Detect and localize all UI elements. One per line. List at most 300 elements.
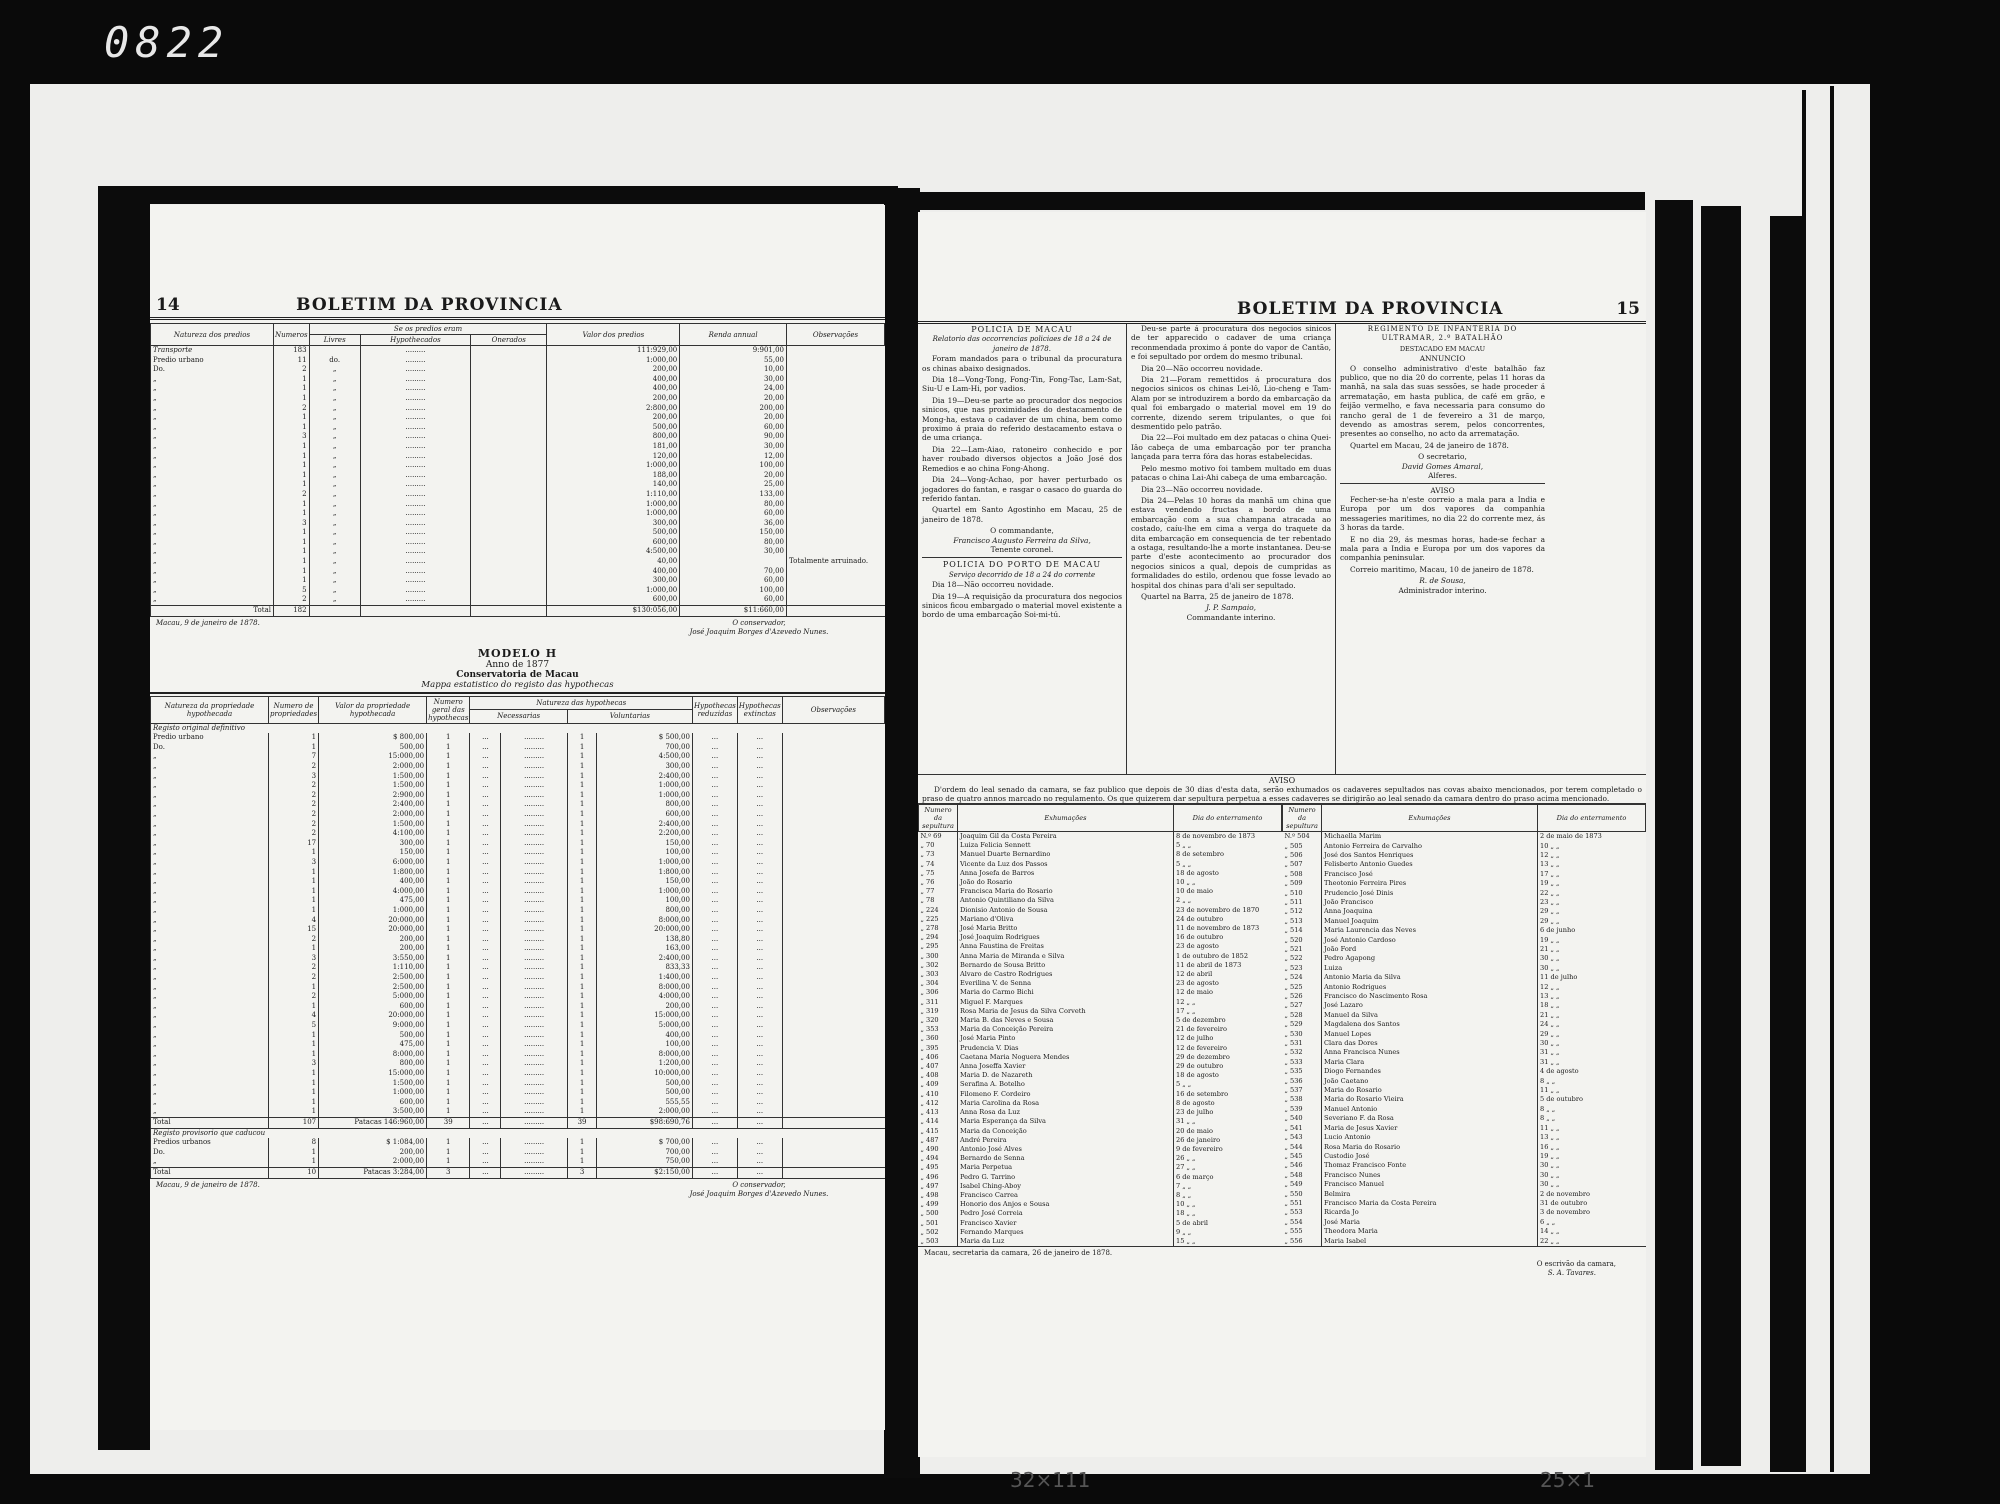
row-valor: 400,00 bbox=[547, 375, 680, 385]
exhumacao-row bbox=[919, 952, 1282, 961]
table-row bbox=[151, 781, 885, 791]
exhumacao-row bbox=[919, 1136, 1282, 1145]
policia-signer-title: O commandante, bbox=[990, 526, 1054, 536]
exh-nome: Maria B. das Neves e Sousa bbox=[958, 1016, 1174, 1025]
row-vol-valor: 555,55 bbox=[597, 1098, 693, 1108]
exh-dia: 1 de outubro de 1852 bbox=[1174, 952, 1282, 961]
exhumacao-row bbox=[1283, 964, 1646, 973]
row-natureza: „ bbox=[151, 557, 274, 567]
row-num-geral: 3 bbox=[427, 1167, 470, 1178]
row-livres: „ bbox=[309, 365, 360, 375]
exh-nome: Maria Isabel bbox=[1322, 1236, 1538, 1246]
exhumacoes-left bbox=[918, 804, 1282, 1246]
page-number-right: 15 bbox=[1616, 299, 1640, 319]
row-numero: 1 bbox=[274, 384, 310, 394]
film-border-left bbox=[98, 190, 150, 1450]
row-extinctas: ... bbox=[737, 1021, 782, 1031]
row-reduzidas: ... bbox=[692, 1059, 737, 1069]
exhumacao-row bbox=[1283, 888, 1646, 897]
row-reduzidas: ... bbox=[692, 1157, 737, 1167]
exh-numero: „ 508 bbox=[1284, 869, 1303, 878]
row-onerados bbox=[471, 423, 547, 433]
exh-nome: André Pereira bbox=[958, 1136, 1174, 1145]
porto-signer-rank: Commandante interino. bbox=[1186, 612, 1276, 622]
exh-nome: Anna Rosa da Luz bbox=[958, 1108, 1174, 1117]
table-row bbox=[151, 906, 885, 916]
row-valor: 1:110,00 bbox=[547, 490, 680, 500]
row-obs bbox=[782, 954, 884, 964]
row-num-prop: 1 bbox=[269, 1079, 319, 1089]
row-onerados bbox=[471, 394, 547, 404]
row-livres: „ bbox=[309, 547, 360, 557]
row-obs bbox=[782, 848, 884, 858]
row-obs: Totalmente arruinado. bbox=[787, 557, 885, 567]
row-valor-prop: 3:550,00 bbox=[319, 954, 427, 964]
row-vol-num: 1 bbox=[567, 1088, 596, 1098]
row-num-prop: 1 bbox=[269, 1157, 319, 1167]
row-hypoth: ......... bbox=[360, 384, 470, 394]
exhumacao-row bbox=[919, 924, 1282, 933]
row-vol-valor: 1:400,00 bbox=[597, 973, 693, 983]
policia-signer-rank: Tenente coronel. bbox=[990, 544, 1054, 554]
table-row bbox=[151, 848, 885, 858]
row-livres: „ bbox=[309, 471, 360, 481]
row-extinctas: ... bbox=[737, 1079, 782, 1089]
row-vol-num: 1 bbox=[567, 1059, 596, 1069]
row-obs bbox=[787, 404, 885, 414]
page-header-right bbox=[918, 299, 1646, 324]
row-natureza: „ bbox=[151, 983, 269, 993]
row-livres: „ bbox=[309, 557, 360, 567]
row-num-geral: 1 bbox=[427, 781, 470, 791]
row-extinctas: ... bbox=[737, 896, 782, 906]
row-obs bbox=[782, 858, 884, 868]
table-row bbox=[151, 404, 885, 414]
row-nec-num: ... bbox=[470, 1002, 501, 1012]
row-obs bbox=[787, 480, 885, 490]
row-natureza: Predio urbano bbox=[151, 733, 269, 743]
row-nec-num: ... bbox=[470, 877, 501, 887]
row-obs bbox=[787, 538, 885, 548]
exh-numero: „ 75 bbox=[920, 868, 935, 877]
anno: Anno de 1877 bbox=[485, 659, 550, 670]
exhumacao-row bbox=[1283, 907, 1646, 916]
row-valor-prop: 1:500,00 bbox=[319, 820, 427, 830]
row-num-geral: 1 bbox=[427, 1157, 470, 1167]
row-obs bbox=[782, 1002, 884, 1012]
row-livres: „ bbox=[309, 413, 360, 423]
row-vol-valor: 700,00 bbox=[597, 743, 693, 753]
exh-numero: „ 77 bbox=[920, 887, 935, 896]
row-renda: 9:901,00 bbox=[680, 346, 787, 356]
row-valor: 400,00 bbox=[547, 567, 680, 577]
row-natureza: „ bbox=[151, 547, 274, 557]
row-valor: 200,00 bbox=[547, 413, 680, 423]
row-valor: 1:000,00 bbox=[547, 586, 680, 596]
col-natureza: Natureza dos predios bbox=[151, 324, 274, 346]
exhumacao-row bbox=[919, 1099, 1282, 1108]
exhumacao-row bbox=[919, 1219, 1282, 1228]
row-valor: 40,00 bbox=[547, 557, 680, 567]
row-nec-valor: ......... bbox=[501, 829, 567, 839]
exh-numero: „ 554 bbox=[1284, 1217, 1303, 1226]
row-natureza: „ bbox=[151, 963, 269, 973]
row-num-geral: 1 bbox=[427, 1002, 470, 1012]
row-nec-valor: ......... bbox=[501, 839, 567, 849]
row-obs bbox=[782, 973, 884, 983]
exhumacao-row bbox=[1283, 860, 1646, 869]
row-onerados bbox=[471, 384, 547, 394]
exh-dia: 12 „ „ bbox=[1538, 983, 1646, 992]
exhumacao-row bbox=[1283, 1030, 1646, 1039]
column-regimento bbox=[1335, 324, 1549, 774]
row-nec-num: ... bbox=[470, 944, 501, 954]
row-natureza: Total bbox=[151, 1117, 269, 1128]
section-definitivo-label: Registo original definitivo bbox=[151, 723, 885, 733]
row-reduzidas: ... bbox=[692, 1098, 737, 1108]
row-num-geral: 1 bbox=[427, 935, 470, 945]
policia-signer-name: Francisco Augusto Ferreira da Silva, bbox=[953, 535, 1091, 545]
exhumacoes-tables bbox=[918, 804, 1646, 1246]
row-num-prop: 17 bbox=[269, 839, 319, 849]
row-obs bbox=[782, 1040, 884, 1050]
row-renda: 60,00 bbox=[680, 576, 787, 586]
row-renda bbox=[680, 557, 787, 567]
exhumacao-row bbox=[1283, 917, 1646, 926]
table-row bbox=[151, 1098, 885, 1108]
col2-natureza: Natureza da propriedade hypothecada bbox=[151, 696, 269, 723]
exh-nome: Fernando Marques bbox=[958, 1228, 1174, 1237]
row-vol-num: 1 bbox=[567, 848, 596, 858]
row-num-geral: 1 bbox=[427, 992, 470, 1002]
exh-numero: „ 410 bbox=[920, 1089, 939, 1098]
row-natureza: „ bbox=[151, 442, 274, 452]
row-nec-num: ... bbox=[470, 762, 501, 772]
row-vol-num: 1 bbox=[567, 963, 596, 973]
row-obs bbox=[782, 752, 884, 762]
exh-dia: 9 de fevereiro bbox=[1174, 1145, 1282, 1154]
table-row bbox=[151, 586, 885, 596]
exh-dia: 30 „ „ bbox=[1538, 1171, 1646, 1180]
row-obs bbox=[782, 916, 884, 926]
row-extinctas: ... bbox=[737, 1148, 782, 1158]
row-vol-valor: 8:000,00 bbox=[597, 916, 693, 926]
row-valor: 200,00 bbox=[547, 394, 680, 404]
row-valor-prop: 8:000,00 bbox=[319, 1050, 427, 1060]
exh-numero: „ 70 bbox=[920, 841, 935, 850]
exhumacao-row bbox=[1283, 1189, 1646, 1198]
row-numero: 1 bbox=[274, 413, 310, 423]
row-reduzidas: ... bbox=[692, 1079, 737, 1089]
film-strip-2 bbox=[1701, 206, 1741, 1466]
row-livres: „ bbox=[309, 509, 360, 519]
row-numero: 1 bbox=[274, 480, 310, 490]
row-valor-prop: 20:000,00 bbox=[319, 925, 427, 935]
row-num-prop: 3 bbox=[269, 772, 319, 782]
row-num-geral: 1 bbox=[427, 896, 470, 906]
row-extinctas: ... bbox=[737, 839, 782, 849]
exh-nome: Pedro José Correia bbox=[958, 1209, 1174, 1218]
exhumacao-row bbox=[919, 841, 1282, 850]
row-extinctas: ... bbox=[737, 810, 782, 820]
page-14 bbox=[150, 205, 885, 1430]
row-obs bbox=[782, 762, 884, 772]
row-obs bbox=[782, 887, 884, 897]
row-vol-valor: $98:690,76 bbox=[597, 1117, 693, 1128]
exh-dia: 5 de outubro bbox=[1538, 1095, 1646, 1104]
row-vol-valor: 100,00 bbox=[597, 848, 693, 858]
row-num-prop: 4 bbox=[269, 1011, 319, 1021]
row-vol-num: 1 bbox=[567, 762, 596, 772]
row-num-geral: 1 bbox=[427, 1021, 470, 1031]
exh-nome: Ricarda Jo bbox=[1322, 1208, 1538, 1217]
table-row bbox=[151, 1021, 885, 1031]
exh-numero: „ 415 bbox=[920, 1126, 939, 1135]
exh-nome: José Lazaro bbox=[1322, 1001, 1538, 1010]
exh-dia: 29 „ „ bbox=[1538, 1030, 1646, 1039]
table-row bbox=[151, 1040, 885, 1050]
table-row bbox=[151, 791, 885, 801]
total-hypoth bbox=[360, 606, 470, 617]
row-natureza: „ bbox=[151, 868, 269, 878]
exh-dia: 8 de setembro bbox=[1174, 850, 1282, 859]
row-livres: „ bbox=[309, 432, 360, 442]
row-valor-prop: 6:000,00 bbox=[319, 858, 427, 868]
aviso-paragraph: Correio maritimo, Macau, 10 de janeiro de 1878. bbox=[1350, 564, 1534, 574]
row-nec-num: ... bbox=[470, 1069, 501, 1079]
row-num-geral: 1 bbox=[427, 1069, 470, 1079]
row-livres: „ bbox=[309, 375, 360, 385]
row-hypoth: ......... bbox=[360, 356, 470, 366]
row-reduzidas: ... bbox=[692, 887, 737, 897]
exh-dia: 15 „ „ bbox=[1174, 1237, 1282, 1246]
row-renda: 30,00 bbox=[680, 547, 787, 557]
row-natureza: „ bbox=[151, 375, 274, 385]
table-row bbox=[151, 576, 885, 586]
row-num-prop: 1 bbox=[269, 944, 319, 954]
row-hypoth: ......... bbox=[360, 394, 470, 404]
row-vol-valor: 150,00 bbox=[597, 839, 693, 849]
exh-nome: Bernardo de Sousa Britto bbox=[958, 961, 1174, 970]
row-vol-num: 1 bbox=[567, 1148, 596, 1158]
row-obs bbox=[782, 1059, 884, 1069]
row-vol-valor: 138,80 bbox=[597, 935, 693, 945]
row-reduzidas: ... bbox=[692, 848, 737, 858]
row-vol-valor: $2:150,00 bbox=[597, 1167, 693, 1178]
section-definitivo bbox=[151, 723, 885, 733]
row-numero: 2 bbox=[274, 595, 310, 605]
exh-dia: 16 de setembro bbox=[1174, 1090, 1282, 1099]
row-hypoth: ......... bbox=[360, 442, 470, 452]
exhumacoes-right bbox=[1282, 804, 1646, 1246]
row-nec-num: ... bbox=[470, 820, 501, 830]
row-valor-prop: 200,00 bbox=[319, 935, 427, 945]
row-nec-valor: ......... bbox=[501, 781, 567, 791]
exhumacao-row bbox=[1283, 1142, 1646, 1151]
row-livres bbox=[309, 346, 360, 356]
col2-voluntarias: Voluntarias bbox=[567, 710, 692, 724]
row-nec-valor: ......... bbox=[501, 983, 567, 993]
row-natureza: „ bbox=[151, 394, 274, 404]
exh-dia: 14 „ „ bbox=[1538, 1227, 1646, 1236]
exh-numero: „ 74 bbox=[920, 859, 935, 868]
exh-dia: 7 „ „ bbox=[1174, 1182, 1282, 1191]
row-reduzidas: ... bbox=[692, 992, 737, 1002]
row-valor-prop: 300,00 bbox=[319, 839, 427, 849]
table-row bbox=[151, 423, 885, 433]
row-num-geral: 1 bbox=[427, 983, 470, 993]
col-hypoth: Hypothecados bbox=[360, 335, 470, 346]
exhumacao-row bbox=[1283, 1067, 1646, 1076]
page-title: BOLETIM DA PROVINCIA bbox=[296, 295, 563, 315]
row-numero: 1 bbox=[274, 528, 310, 538]
aviso-title: AVISO bbox=[1430, 485, 1455, 495]
exhumacao-row bbox=[919, 942, 1282, 951]
row-extinctas: ... bbox=[737, 925, 782, 935]
conservatoria: Conservatoria de Macau bbox=[456, 669, 579, 680]
row-vol-num: 1 bbox=[567, 992, 596, 1002]
exhumacao-row bbox=[919, 906, 1282, 915]
row-num-prop: 3 bbox=[269, 1059, 319, 1069]
row-num-geral: 1 bbox=[427, 868, 470, 878]
regimento-heading: REGIMENTO DE INFANTERIA DO ULTRAMAR, 2.º BATALHÃO bbox=[1367, 325, 1518, 343]
exhumacao-row bbox=[919, 933, 1282, 942]
row-nec-valor: ......... bbox=[501, 1148, 567, 1158]
row-livres: „ bbox=[309, 586, 360, 596]
row-renda: 10,00 bbox=[680, 365, 787, 375]
row-num-prop: 1 bbox=[269, 1088, 319, 1098]
exh-nome: Francisco Nunes bbox=[1322, 1171, 1538, 1180]
exh-dia: 12 de abril bbox=[1174, 970, 1282, 979]
exh-nome: Francisco Manuel bbox=[1322, 1180, 1538, 1189]
row-reduzidas: ... bbox=[692, 800, 737, 810]
row-numero: 1 bbox=[274, 557, 310, 567]
row-obs bbox=[782, 1050, 884, 1060]
exhumacao-row bbox=[1283, 841, 1646, 850]
exh-nome: Custodio José bbox=[1322, 1152, 1538, 1161]
row-natureza: „ bbox=[151, 452, 274, 462]
exh-nome: João Caetano bbox=[1322, 1077, 1538, 1086]
exh-nome: Vicente da Luz dos Passos bbox=[958, 860, 1174, 869]
row-num-prop: 10 bbox=[269, 1167, 319, 1178]
row-reduzidas: ... bbox=[692, 935, 737, 945]
row-natureza: „ bbox=[151, 1069, 269, 1079]
row-obs bbox=[787, 586, 885, 596]
row-extinctas: ... bbox=[737, 1050, 782, 1060]
row-num-prop: 2 bbox=[269, 963, 319, 973]
row-obs bbox=[782, 800, 884, 810]
row-reduzidas: ... bbox=[692, 954, 737, 964]
exh-numero: „ 395 bbox=[920, 1043, 939, 1052]
row-num-prop: 1 bbox=[269, 983, 319, 993]
row-vol-num: 1 bbox=[567, 1031, 596, 1041]
exhumacao-row bbox=[1283, 1161, 1646, 1170]
exh-nome: Maria D. de Nazareth bbox=[958, 1071, 1174, 1080]
row-obs bbox=[782, 810, 884, 820]
row-natureza: Do. bbox=[151, 743, 269, 753]
col2-valor-prop: Valor da propriedade hypothecada bbox=[319, 696, 427, 723]
row-livres: „ bbox=[309, 595, 360, 605]
row-renda: 200,00 bbox=[680, 404, 787, 414]
row-natureza: „ bbox=[151, 791, 269, 801]
row-numero: 5 bbox=[274, 586, 310, 596]
row-vol-num: 1 bbox=[567, 1138, 596, 1148]
row-nec-num: ... bbox=[470, 1011, 501, 1021]
exh-nome: Michaella Marim bbox=[1322, 832, 1538, 842]
row-valor-prop: 9:000,00 bbox=[319, 1021, 427, 1031]
bottom-mark-right: 25×1 bbox=[1540, 1468, 1595, 1492]
row-renda: 20,00 bbox=[680, 394, 787, 404]
row-obs bbox=[782, 772, 884, 782]
row-vol-valor: 4:500,00 bbox=[597, 752, 693, 762]
row-numero: 1 bbox=[274, 442, 310, 452]
row-hypoth: ......... bbox=[360, 375, 470, 385]
exhumacao-row bbox=[1283, 954, 1646, 963]
page-title-right: BOLETIM DA PROVINCIA bbox=[1236, 299, 1504, 319]
exh-dia: 31 „ „ bbox=[1174, 1117, 1282, 1126]
row-hypoth: ......... bbox=[360, 452, 470, 462]
row-valor: 300,00 bbox=[547, 576, 680, 586]
row-nec-valor: ......... bbox=[501, 743, 567, 753]
exh-col-nome: Exhumações bbox=[958, 805, 1174, 832]
exh-numero: „ 541 bbox=[1284, 1123, 1303, 1132]
row-natureza: „ bbox=[151, 384, 274, 394]
row-nec-valor: ......... bbox=[501, 1011, 567, 1021]
row-natureza: „ bbox=[151, 810, 269, 820]
row-numero: 1 bbox=[274, 538, 310, 548]
row-vol-num: 1 bbox=[567, 1040, 596, 1050]
row-extinctas: ... bbox=[737, 1031, 782, 1041]
row-nec-num: ... bbox=[470, 858, 501, 868]
row-obs bbox=[787, 413, 885, 423]
col2-extinctas: Hypothecas extinctas bbox=[737, 696, 782, 723]
exh-dia: 30 „ „ bbox=[1538, 1161, 1646, 1170]
row-reduzidas: ... bbox=[692, 925, 737, 935]
exh-nome: Pedro Agapong bbox=[1322, 954, 1538, 963]
row-natureza: „ bbox=[151, 916, 269, 926]
table-row bbox=[151, 375, 885, 385]
row-num-geral: 1 bbox=[427, 887, 470, 897]
exh-numero: „ 311 bbox=[920, 997, 939, 1006]
row-num-geral: 1 bbox=[427, 906, 470, 916]
row-obs bbox=[782, 1107, 884, 1117]
porto-paragraph: Dia 24—Pelas 10 horas da manhã um china que estava vendendo fructas a bordo de uma embarcação com a sua champana atracada ao costado, caíu-lhe em cima a verga do traquete da dita embarcação em consequencia de ter rebentado a ostaga, resultando-lhe a morte instantanea. Deu-se parte d'este acontecimento ao procurador dos negocios sinicos a qual, depois de cumpridas as formalidades do estilo, ordenou que fosse levado ao hospital dos chinas para d'ali ser sepultado. bbox=[1131, 495, 1331, 590]
row-valor-prop: 2:500,00 bbox=[319, 973, 427, 983]
exhumacao-row bbox=[919, 869, 1282, 878]
exhumacao-row bbox=[1283, 898, 1646, 907]
exh-nome: Miguel F. Marques bbox=[958, 998, 1174, 1007]
row-reduzidas: ... bbox=[692, 781, 737, 791]
row-vol-num: 1 bbox=[567, 1069, 596, 1079]
row-hypoth: ......... bbox=[360, 413, 470, 423]
exh-nome: Maria Laurencia das Neves bbox=[1322, 926, 1538, 935]
row-num-geral: 1 bbox=[427, 762, 470, 772]
row-num-geral: 1 bbox=[427, 791, 470, 801]
mappa-title: Mappa estatistico do registo das hypothecas bbox=[150, 680, 885, 694]
col-numeros: Numeros bbox=[274, 324, 310, 346]
table-row bbox=[151, 471, 885, 481]
row-vol-valor: 700,00 bbox=[597, 1148, 693, 1158]
row-num-geral: 1 bbox=[427, 743, 470, 753]
row-natureza: „ bbox=[151, 1031, 269, 1041]
exh-dia: 16 „ „ bbox=[1538, 1142, 1646, 1151]
exh-numero: „ 498 bbox=[920, 1190, 939, 1199]
closing-name: S. A. Tavares. bbox=[1547, 1269, 1596, 1278]
row-reduzidas: ... bbox=[692, 1031, 737, 1041]
row-reduzidas: ... bbox=[692, 1050, 737, 1060]
exhumacao-row bbox=[1283, 1001, 1646, 1010]
row-nec-num: ... bbox=[470, 1050, 501, 1060]
